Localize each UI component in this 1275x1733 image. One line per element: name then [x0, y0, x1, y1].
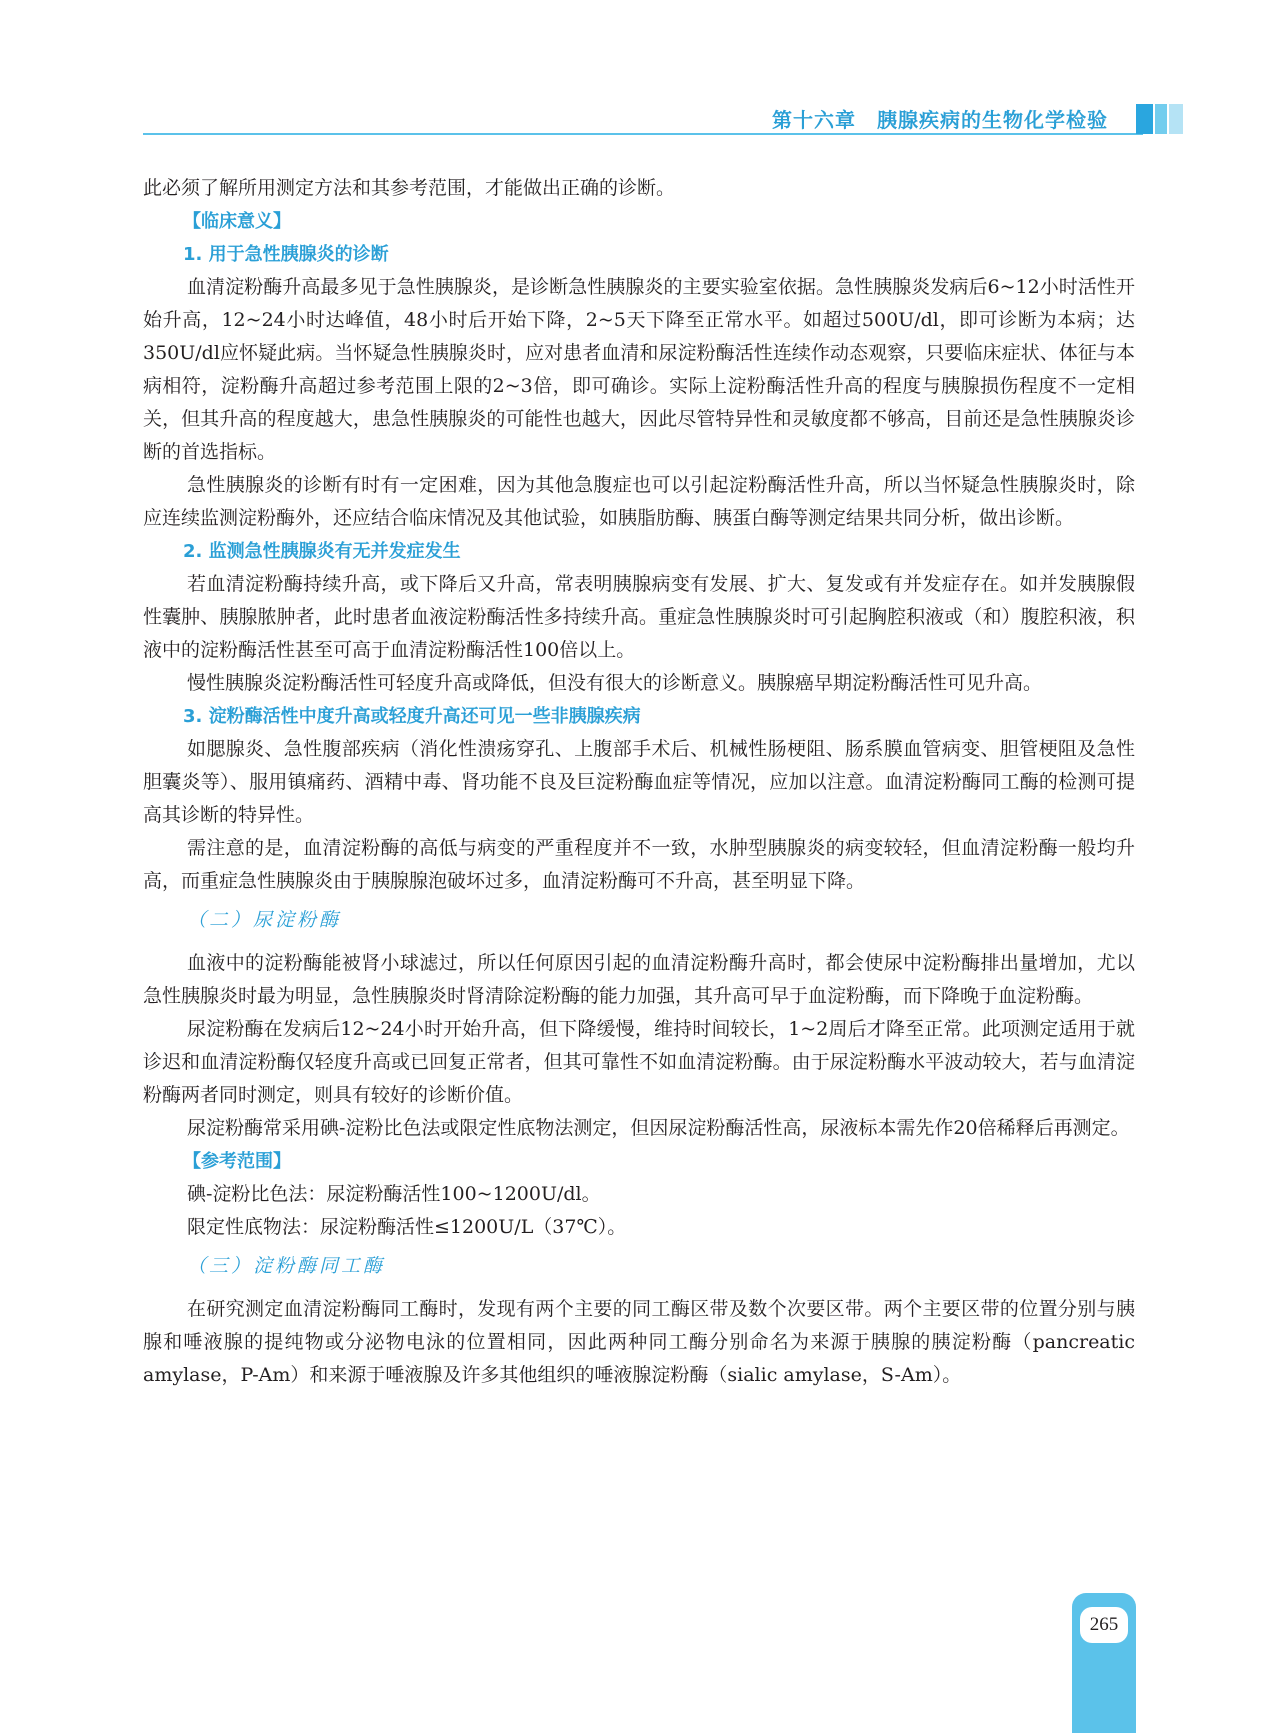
page-content — [143, 172, 1135, 1392]
paragraph: 此必须了解所用测定方法和其参考范围，才能做出正确的诊断。 — [143, 177, 676, 199]
section-heading-isoenzyme: （三）淀粉酶同工酶 — [187, 1255, 386, 1277]
reference-line: 限定性底物法：尿淀粉酶活性≤1200U/L（37℃）。 — [187, 1216, 627, 1238]
paragraph: 在研究测定血清淀粉酶同工酶时，发现有两个主要的同工酶区带及数个次要区带。两个主要区带的位置分别与胰腺和唾液腺的提纯物或分泌物电泳的位置相同，因此两种同工酶分别命名为来源于胰腺的胰淀粉酶（pancreatic amylase，P-Am）和来源于唾液腺及许多其他组织的唾液腺淀粉酶（sialic amylase，S-Am）。 — [143, 1298, 1135, 1386]
header-decor-block — [1136, 104, 1153, 134]
paragraph: 如腮腺炎、急性腹部疾病（消化性溃疡穿孔、上腹部手术后、机械性肠梗阻、肠系膜血管病变、胆管梗阻及急性胆囊炎等）、服用镇痛药、酒精中毒、肾功能不良及巨淀粉酶血症等情况，应加以注意。血清淀粉酶同工酶的检测可提高其诊断的特异性。 — [143, 738, 1135, 826]
paragraph: 慢性胰腺炎淀粉酶活性可轻度升高或降低，但没有很大的诊断意义。胰腺癌早期淀粉酶活性可见升高。 — [187, 672, 1043, 694]
paragraph: 急性胰腺炎的诊断有时有一定困难，因为其他急腹症也可以引起淀粉酶活性升高，所以当怀疑急性胰腺炎时，除应连续监测淀粉酶外，还应结合临床情况及其他试验，如胰脂肪酶、胰蛋白酶等测定结果共同分析，做出诊断。 — [143, 474, 1135, 529]
clinical-significance-heading: 【临床意义】 — [183, 211, 291, 232]
reference-line: 碘-淀粉比色法：尿淀粉酶活性100~1200U/dl。 — [187, 1183, 601, 1205]
subheading-diagnosis: 1. 用于急性胰腺炎的诊断 — [183, 244, 389, 265]
page-number: 265 — [1080, 1607, 1128, 1643]
reference-range-heading: 【参考范围】 — [183, 1151, 291, 1172]
paragraph: 血清淀粉酶升高最多见于急性胰腺炎，是诊断急性胰腺炎的主要实验室依据。急性胰腺炎发病后6~12小时活性开始升高，12~24小时达峰值，48小时后开始下降，2~5天下降至正常水平。如超过500U/dl，即可诊断为本病；达350U/dl应怀疑此病。当怀疑急性胰腺炎时，应对患者血清和尿淀粉酶活性连续作动态观察，只要临床症状、体征与本病相符，淀粉酶升高超过参考范围上限的2~3倍，即可确诊。实际上淀粉酶活性升高的程度与胰腺损伤程度不一定相关，但其升高的程度越大，患急性胰腺炎的可能性也越大，因此尽管特异性和灵敏度都不够高，目前还是急性胰腺炎诊断的首选指标。 — [143, 276, 1135, 463]
subheading-complications: 2. 监测急性胰腺炎有无并发症发生 — [183, 541, 461, 562]
paragraph: 血液中的淀粉酶能被肾小球滤过，所以任何原因引起的血清淀粉酶升高时，都会使尿中淀粉酶排出量增加，尤以急性胰腺炎时最为明显，急性胰腺炎时肾清除淀粉酶的能力加强，其升高可早于血淀粉酶，而下降晚于血淀粉酶。 — [143, 952, 1135, 1007]
header-decor-block — [1169, 104, 1183, 134]
section-heading-urine-amylase: （二）尿淀粉酶 — [187, 909, 342, 931]
paragraph: 若血清淀粉酶持续升高，或下降后又升高，常表明胰腺病变有发展、扩大、复发或有并发症存在。如并发胰腺假性囊肿、胰腺脓肿者，此时患者血液淀粉酶活性多持续升高。重症急性胰腺炎时可引起胸腔积液或（和）腹腔积液，积液中的淀粉酶活性甚至可高于血清淀粉酶活性100倍以上。 — [143, 573, 1135, 661]
page-header — [143, 96, 1183, 136]
header-decor-block — [1155, 104, 1167, 134]
chapter-title: 第十六章 胰腺疾病的生物化学检验 — [772, 108, 1108, 132]
subheading-non-pancreatic: 3. 淀粉酶活性中度升高或轻度升高还可见一些非胰腺疾病 — [183, 706, 641, 727]
paragraph: 尿淀粉酶在发病后12~24小时开始升高，但下降缓慢，维持时间较长，1~2周后才降至正常。此项测定适用于就诊迟和血清淀粉酶仅轻度升高或已回复正常者，但其可靠性不如血清淀粉酶。由于尿淀粉酶水平波动较大，若与血清淀粉酶两者同时测定，则具有较好的诊断价值。 — [143, 1018, 1135, 1106]
header-rule — [143, 133, 1143, 135]
paragraph: 尿淀粉酶常采用碘-淀粉比色法或限定性底物法测定，但因尿淀粉酶活性高，尿液标本需先作20倍稀释后再测定。 — [187, 1117, 1130, 1139]
paragraph: 需注意的是，血清淀粉酶的高低与病变的严重程度并不一致，水肿型胰腺炎的病变较轻，但血清淀粉酶一般均升高，而重症急性胰腺炎由于胰腺腺泡破坏过多，血清淀粉酶可不升高，甚至明显下降。 — [143, 837, 1135, 892]
